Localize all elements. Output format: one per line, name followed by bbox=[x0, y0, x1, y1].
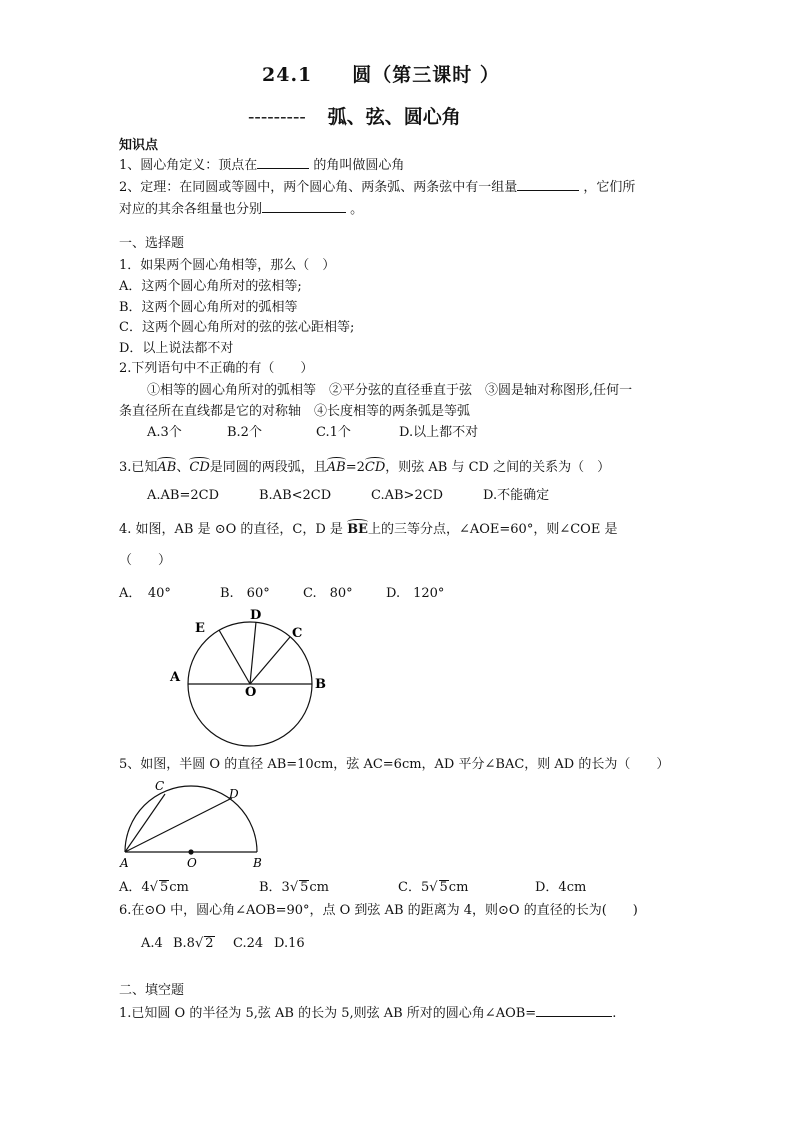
knowledge-item-2-end: 。 bbox=[346, 202, 364, 217]
q2-option-d: D.以上都不对 bbox=[399, 425, 479, 440]
label-e: E bbox=[195, 621, 205, 636]
radius-od bbox=[250, 622, 256, 684]
q5-option-b-radicand: 5 bbox=[300, 880, 309, 895]
q3-option-a: A.AB=2CD bbox=[147, 488, 219, 503]
page-title: 24.1 圆（第三课时 ） bbox=[262, 64, 500, 86]
q5-option-a-radicand: 5 bbox=[159, 880, 169, 895]
chord-ad bbox=[125, 798, 232, 852]
q4-option-a: A． 40° bbox=[119, 586, 171, 601]
q3-stem bbox=[119, 460, 610, 476]
label-o: O bbox=[245, 685, 257, 700]
arc-be: BE bbox=[347, 522, 368, 537]
q5-option-b bbox=[259, 880, 329, 896]
q1-stem: 1．如果两个圆心角相等，那么（ ） bbox=[119, 258, 336, 273]
q2-stem: 2.下列语句中不正确的有（ ） bbox=[119, 361, 314, 376]
knowledge-item-2-tail: ，它们所 bbox=[579, 180, 636, 195]
knowledge-item-1 bbox=[119, 157, 404, 174]
q4-option-c: C. 80° bbox=[303, 586, 353, 601]
q5-semicircle-figure bbox=[115, 776, 275, 870]
knowledge-item-2-cont bbox=[119, 201, 363, 218]
q3-text-3: 是同圆的两段弧，且 bbox=[209, 460, 327, 475]
page-subtitle bbox=[248, 102, 461, 129]
q3-text-2: 、 bbox=[176, 460, 190, 475]
q6-option-b-radicand: 2 bbox=[205, 936, 214, 951]
q4-text-2: 上的三等分点，∠AOE=60°，则∠COE 是 bbox=[367, 522, 618, 537]
q3-text-4: =2 bbox=[345, 460, 365, 475]
q1-option-d: D．以上说法都不对 bbox=[119, 341, 234, 356]
q4-answer-paren: （ ） bbox=[119, 553, 172, 568]
q1-option-a: A．这两个圆心角所对的弦相等; bbox=[119, 279, 302, 294]
q3-text-5: ，则弦 AB 与 CD 之间的关系为（ ） bbox=[385, 460, 611, 475]
q1-option-c: C．这两个圆心角所对的弦的弦心距相等; bbox=[119, 320, 355, 335]
fill-blank[interactable] bbox=[262, 201, 346, 213]
section2-heading: 二、填空题 bbox=[119, 983, 185, 998]
q5-option-a-coef: A．4 bbox=[119, 880, 150, 895]
q4-text-1: 4. 如图，AB 是 ⊙O 的直径，C，D 是 bbox=[119, 522, 348, 537]
radius-oe bbox=[219, 630, 250, 684]
q3-option-c: C.AB>2CD bbox=[371, 488, 444, 503]
label-a: A bbox=[120, 856, 129, 870]
center-point bbox=[188, 849, 193, 854]
q2-option-b: B.2个 bbox=[227, 425, 262, 440]
q2-statements-2: 条直径所在直线都是它的对称轴 ④长度相等的两条弧是等弧 bbox=[119, 404, 471, 419]
label-d: D bbox=[229, 787, 239, 801]
q5-option-b-unit: cm bbox=[309, 880, 330, 895]
sqrt-icon: √ bbox=[429, 880, 438, 895]
sqrt-icon: √ bbox=[149, 880, 158, 895]
fill-q1 bbox=[119, 1005, 616, 1022]
fill-q1-text: 1.已知圆 O 的半径为 5,弦 AB 的长为 5,则弦 AB 所对的圆心角∠AOB= bbox=[119, 1006, 537, 1021]
q2-statements-1: ①相等的圆心角所对的弧相等 ②平分弦的直径垂直于弦 ③圆是轴对称图形,任何一 bbox=[147, 383, 633, 398]
arc-ab: AB bbox=[157, 460, 177, 475]
radius-oc bbox=[250, 637, 290, 684]
q3-option-b: B.AB<2CD bbox=[259, 488, 332, 503]
q5-option-b-coef: B．3 bbox=[259, 880, 290, 895]
q3-option-d: D.不能确定 bbox=[483, 488, 550, 503]
label-b: B bbox=[315, 677, 326, 692]
sqrt-icon: √ bbox=[289, 880, 299, 895]
q5-option-c-unit: cm bbox=[448, 880, 469, 895]
q4-circle-figure bbox=[160, 604, 340, 764]
knowledge-item-1-text: 1、圆心角定义：顶点在 bbox=[119, 158, 258, 173]
q5-option-c bbox=[398, 880, 468, 896]
q5-option-c-coef: C．5 bbox=[398, 880, 430, 895]
label-d: D bbox=[250, 608, 262, 623]
fill-blank[interactable] bbox=[536, 1005, 612, 1017]
q4-option-b: B. 60° bbox=[220, 586, 270, 601]
q2-option-c: C.1个 bbox=[316, 425, 351, 440]
subtitle-dashes: --------- bbox=[248, 106, 306, 128]
q6-stem: 6.在⊙O 中，圆心角∠AOB=90°，点 O 到弦 AB 的距离为 4，则⊙O 的直径的长为( ) bbox=[119, 903, 638, 918]
label-o: O bbox=[187, 856, 197, 870]
knowledge-item-2-cont-text: 对应的其余各组量也分别 bbox=[119, 202, 263, 217]
q6-option-c: C.24 bbox=[233, 936, 264, 951]
fill-blank[interactable] bbox=[517, 179, 579, 191]
q5-option-a bbox=[119, 880, 189, 896]
label-b: B bbox=[253, 856, 262, 870]
label-c: C bbox=[292, 626, 303, 641]
q4-option-d: D. 120° bbox=[386, 586, 445, 601]
sqrt-icon: √ bbox=[194, 936, 204, 951]
q2-option-a: A.3个 bbox=[147, 425, 182, 440]
fill-blank[interactable] bbox=[257, 157, 309, 169]
knowledge-item-1-tail: 的角叫做圆心角 bbox=[309, 158, 405, 173]
arc-cd: CD bbox=[189, 460, 210, 475]
q5-stem: 5、如图，半圆 O 的直径 AB=10cm，弦 AC=6cm，AD 平分∠BAC，则 AD 的长为（ ） bbox=[119, 757, 670, 772]
q5-option-a-unit: cm bbox=[169, 880, 189, 895]
knowledge-item-2 bbox=[119, 179, 635, 196]
q6-option-d: D.16 bbox=[274, 936, 305, 951]
arc-cd: CD bbox=[364, 460, 386, 475]
q4-stem bbox=[119, 522, 617, 538]
q5-option-c-radicand: 5 bbox=[439, 880, 448, 895]
q3-text-1: 3.已知 bbox=[119, 460, 158, 475]
knowledge-heading: 知识点 bbox=[119, 138, 159, 153]
fill-q1-end: . bbox=[612, 1006, 617, 1021]
label-a: A bbox=[170, 670, 181, 685]
q1-option-b: B．这两个圆心角所对的弧相等 bbox=[119, 300, 298, 315]
subtitle-text: 弧、弦、圆心角 bbox=[327, 106, 461, 128]
q6-option-b bbox=[173, 936, 215, 952]
q6-option-b-coef: B.8 bbox=[173, 936, 195, 951]
section1-heading: 一、选择题 bbox=[119, 236, 185, 251]
q5-option-d: D．4cm bbox=[535, 880, 587, 895]
arc-ab: AB bbox=[326, 460, 346, 475]
label-c: C bbox=[155, 779, 165, 793]
q6-option-a: A.4 bbox=[141, 936, 163, 951]
knowledge-item-2-text: 2、定理：在同圆或等圆中，两个圆心角、两条弧、两条弦中有一组量 bbox=[119, 180, 518, 195]
